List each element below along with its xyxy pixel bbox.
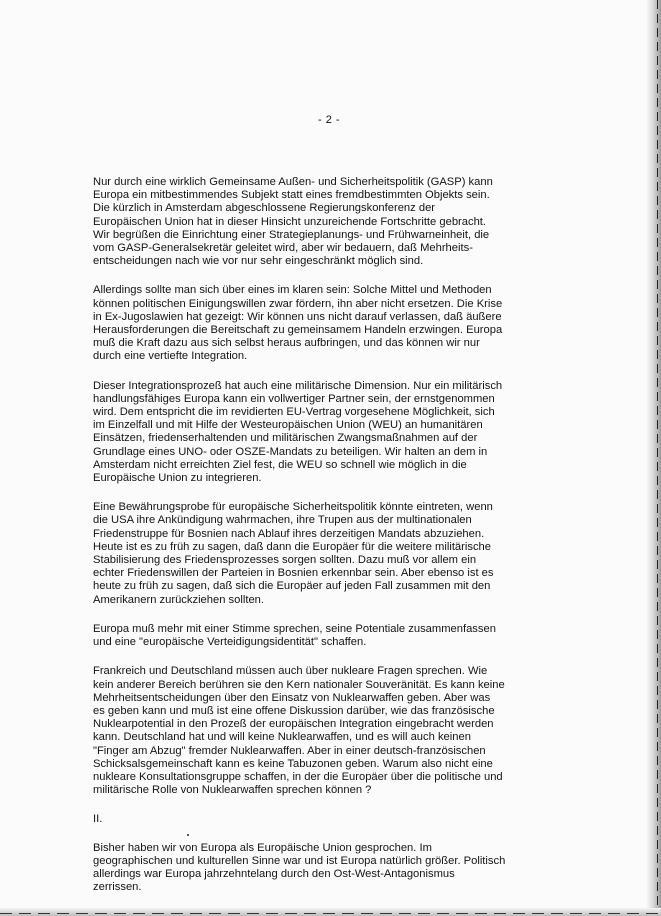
paragraph-eine-stimme: Europa muß mehr mit einer Stimme sprechen, seine Potentiale zusammenfassen und eine "europäische Verteidigungsidentität" schaffen. (93, 622, 496, 649)
section-heading-ii: II. (93, 813, 103, 826)
scan-edge-bottom (0, 908, 661, 916)
scan-speck (187, 834, 189, 836)
page-number: - 2 - (318, 114, 341, 126)
paragraph-militaerische-dimension: Dieser Integrationsprozeß hat auch eine militärische Dimension. Nur ein militärisch handlungsfähiges Europa kann ein vollwertiger Partner sein, der ernstgenommen wird. Dem entspricht die im revidierten EU-Vertrag vorgesehene Möglichkeit, sich im Einzelfall und mit Hilfe der Westeuropäischen Union (WEU) an humanitären Einsätzen, friedenserhaltenden und militärischen Zwangsmaßnahmen auf der Grundlage eines UNO- oder OSZE-Mandats zu beteiligen. Wir halten an dem in Amsterdam nicht erreichten Ziel fest, die WEU so schnell wie möglich in die Europäische Union zu integrieren. (93, 379, 503, 485)
paragraph-europa-groesser: Bisher haben wir von Europa als Europäische Union gesprochen. Im geographischen und kulturellen Sinne war und ist Europa natürlich größer. Politisch allerdings war Europa jahrzehntelang durch den Ost-West-Antagonismus zerrissen. (93, 841, 506, 894)
document-body (93, 176, 523, 910)
paragraph-gasp: Nur durch eine wirklich Gemeinsame Außen- und Sicherheitspolitik (GASP) kann Europa ein mitbestimmendes Subjekt statt eines fremdbestimmten Objekts sein. Die kürzlich in Amsterdam abgeschlossene Regierungskonferenz der Europäischen Union hat in dieser Hinsicht unzureichende Fortschritte gebracht. Wir begrüßen die Einrichtung einer Strategieplanungs- und Frühwarneinheit, die vom GASP-Generalsekretär geleitet wird, aber wir bedauern, daß Mehrheits- entscheidungen nach wie vor nur sehr eingeschränkt möglich sind. (93, 176, 493, 268)
paragraph-nukleare-fragen: Frankreich und Deutschland müssen auch über nukleare Fragen sprechen. Wie kein anderer Bereich berühren sie den Kern nationaler Souveränität. Es kann keine Mehrheitsentscheidungen über den Einsatz von Nuklearwaffen geben. Aber was es geben kann und muß ist eine offene Diskussion darüber, wie das französische Nuklearpotential in den Prozeß der europäischen Integration eingebracht werden kann. Deutschland hat und will keine Nuklearwaffen, und es will auch keinen "Finger am Abzug" fremder Nuklearwaffen. Aber in einer deutsch-französischen Schicksalsgemeinschaft kann es keine Tabuzonen geben. Warum also nicht eine nukleare Konsultationsgruppe schaffen, in der die Europäer über die politische und militärische Rolle von Nuklearwaffen sprechen können ? (93, 665, 505, 797)
paragraph-einigungswillen: Allerdings sollte man sich über eines im klaren sein: Solche Mittel und Methoden können politischen Einigungswillen zwar fördern, ihn aber nicht ersetzen. Die Krise in Ex-Jugoslawien hat gezeigt: Wir können uns nicht darauf verlassen, daß äußere Herausforderungen die Bereitschaft zu gemeinsamem Handeln erzwingen. Europa muß die Kraft dazu aus sich selbst heraus aufbringen, und das können wir nur durch eine vertiefte Integration. (93, 284, 503, 363)
paragraph-bewaehrungsprobe: Eine Bewährungsprobe für europäische Sicherheitspolitik könnte eintreten, wenn die USA ihre Ankündigung wahrmachen, ihre Trupen aus der multinationalen Friedenstruppe für Bosnien nach Ablauf ihres derzeitigen Mandats abzuziehen. Heute ist es zu früh zu sagen, daß dann die Europäer für die weitere militärische Stabilisierung des Friedensprozesses sorgen sollten. Dazu muß vor allem ein echter Friedenswillen der Parteien in Bosnien erkennbar sein. Aber ebenso ist es heute zu früh zu sagen, daß sich die Europäer auf jeden Fall zusammen mit den Amerikanern zurückziehen sollten. (93, 501, 494, 606)
scan-edge-right (647, 0, 661, 916)
